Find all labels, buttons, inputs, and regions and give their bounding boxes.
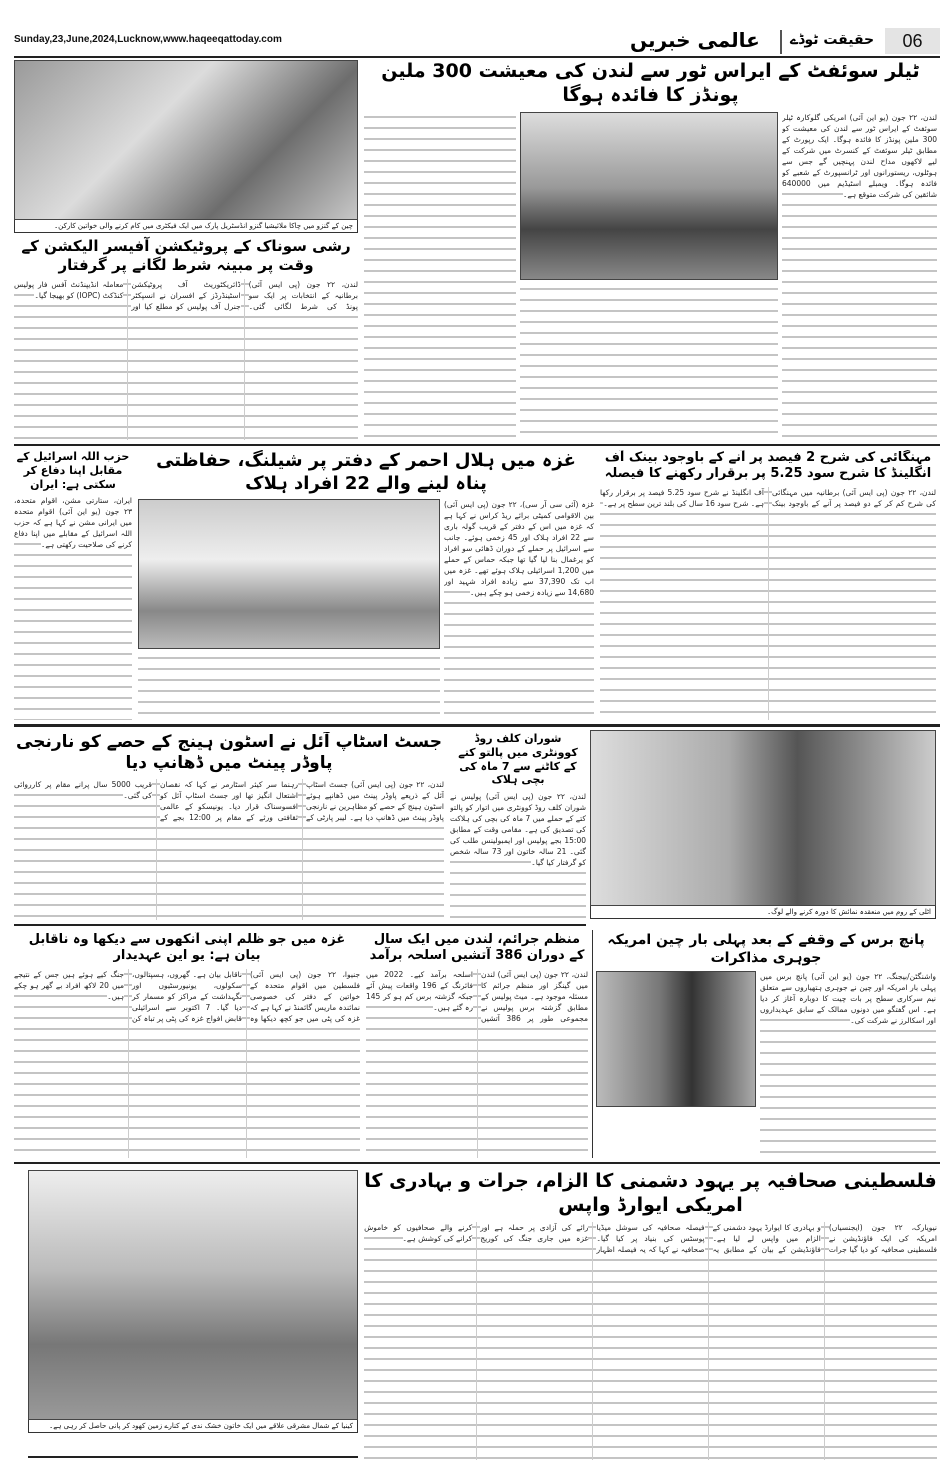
section-rule [14,924,586,926]
section-rule [14,444,940,446]
gaza-red-text-bottom [138,653,440,720]
gaza-red-text-right: غزہ (آئی سی آر سی)، ۲۲ جون (پی ایس آئی) بین الاقوامی کمیٹی برائے ریڈ کراس نے کہا ہے کہ غزہ میں اس کے دفتر کے قریب گولہ باری سے 22 افراد ہلاک اور 45 زخمی ہوئے۔ جانب سے اسرائیل پر حملے کے دوران ڈھائی سو افراد کو یرغمال بنا لیا گیا تھا جبکہ حماس کے حملے میں 1,200 اسرائیلی ہلاک ہوئے تھے۔ غزہ میں اب تک 37,390 سے زیادہ افراد شہید اور 14,680 سے زیادہ زخمی ہو چکے ہیں۔ [444,499,594,720]
headline-gaza-red-crescent: غزہ میں ہلال احمر کے دفتر پر شیلنگ، حفاظتی پناہ لینے والے 22 افراد ہلاک [156,450,576,494]
shoran-article [450,732,586,920]
london-crime-text: لندن، ۲۲ جون (پی ایس آئی) لندن میں گینگز اور منظم جرائم کا مسئلہ موجود ہے۔ میٹ پولیس کے مطابق گزشتہ برس پولیس نے مجموعی طور پر 386 آتشیں اسلحہ برآمد کیے۔ 2022 میں فائرنگ کے 196 واقعات پیش آئے جبکہ گزشتہ برس کم ہو کر 145 رہ گئے ہیں۔ [366,969,588,1159]
headline-coventry-dog: شوران کلف روڈ کوونٹری میں پالتو کتے کے کاٹنے سے 7 ماہ کی بچی ہلاک [458,732,578,787]
gaza-red-photo-column [138,499,440,720]
gaza-un-article [14,932,360,1158]
gaza-un-text: جنیوا، ۲۲ جون (پی ایس آئی) فلسطین میں اقوام متحدہ کے خواتین کے دفتر کی خصوصی نمائندہ ماریس گائمنڈ نے کہا ہے کہ غزہ کی پٹی میں جو کچھ دیکھا وہ ناقابل بیان ہے۔ گھروں، ہسپتالوں، سکولوں، یونیورسٹیوں اور نگہداشت کے مراکز کو مسمار کر دیا گیا۔ 7 اکتوبر سے اسرائیلی قابض افواج غزہ کی پٹی پر تباہ کن جنگ کیے ہوئے ہیں جس کے نتیجے میں 20 لاکھ افراد بے گھر ہو چکے ہیں۔ [14,969,360,1159]
boe-article [600,450,936,720]
dateline: Sunday,23,June,2024,Lucknow,www.haqeeqattoday.com [14,34,282,45]
headline-swift: ٹیلر سوئفٹ کے ایراس ٹور سے لندن کی معیشت 300 ملین پونڈز کا فائدہ ہوگا [381,60,920,106]
kenya-photo-block [28,1170,358,1450]
china-text-right: واشنگٹن/بیجنگ، ۲۲ جون (یو این آئی) پانچ برس میں پہلی بار امریکہ اور چین نے جوہری ہتھیاروں سے متعلق نیم سرکاری سطح پر بات چیت کا دوبارہ آغاز کر دیا ہے۔ اس گفتگو میں دونوں ممالک کے سابق عہدیداروں اور اسکالرز نے شرکت کی۔ [760,971,936,1156]
headline-palestinian-journalist: فلسطینی صحافیہ پر یہود دشمنی کا الزام، جرات و بہادری کا امریکی ایوارڈ واپس [364,1170,937,1216]
hezbollah-text: ایران، ستارتی مشن، اقوام متحدہ، ۲۳ جون (یو این آئی) اقوام متحدہ میں ایرانی مشن نے کہا ہے کہ حزب اللہ اسرائیل کے مقابلے میں اپنا دفاع کرنے کی صلاحیت رکھتی ہے۔ [14,495,132,720]
section-rule [14,1162,940,1164]
juststop-text: لندن، ۲۲ جون (پی ایس آئی) جسٹ اسٹاپ آئل کے ذریعے پاوڈر پینٹ میں ڈھانپے ہوئے اسٹون ہینج کے حصے کو مظاہرین نے نارنجی پاوڈر پینٹ میں ڈھانپ دیا ہے۔ لیبر پارٹی کے رہنما سر کیئر اسٹارمر نے کہا کہ نقصان اشتعال انگیز تھا اور جسٹ اسٹاپ آئل کو افسوسناک قرار دیا۔ یونیسکو کے عالمی ثقافتی ورثے کے مقام پر 12:00 بجے کے قریب 5000 سال پرانے مقام پر کارروائی کی گئی۔ [14,779,444,921]
headline-china-us: پانچ برس کے وقفے کے بعد پہلی بار چین امریکہ جوہری مذاکرات [607,932,925,966]
headline-london-crime: منظم جرائم، لندن میں ایک سال کے دوران 386 آتشیں اسلحہ برآمد [369,932,585,964]
palestine-article [364,1170,937,1460]
section-rule [14,724,940,727]
sunak-article [14,60,358,440]
london-crime-article [366,932,588,1158]
photo-caption: کینیا کے شمال مشرقی علاقے میں ایک خاتون خشک ندی کے کنارے زمین کھود کر پانی حاصل کر رہی ہے۔ [28,1420,358,1433]
red-cross-vehicle-photo [138,499,440,649]
headline-hezbollah: حزب اللہ اسرائیل کے مقابل اپنا دفاع کر سکتی ہے: ایران [16,450,130,491]
us-china-flags-photo [596,971,756,1107]
boe-text: لندن، ۲۲ جون (پی ایس آئی) برطانیہ میں مہنگائی کی شرح کم کر کے دو فیصد پر آنے کے باوجود بینک آف انگلینڈ نے شرح سود 5.25 فیصد پر برقرار رکھا ہے۔ شرح سود 16 سال کی بلند ترین سطح پر ہے۔ [600,487,936,721]
swift-text-right: لندن، ۲۲ جون (یو این آئی) امریکی گلوکارہ ٹیلر سوئفٹ کے ایراس ٹور سے لندن کی معیشت کو 300 ملین پونڈز کا فائدہ ہوگا۔ ایک رپورٹ کے مطابق ٹیلر سوئفٹ کے کنسرٹ میں شرکت کے لیے لاکھوں مداح لندن پہنچیں گے جس سے ہوٹلوں، ریستورانوں اور ٹرانسپورٹ کے شعبے کو فائدہ ہوگا۔ ویمبلے اسٹیڈیم میں 640000 شائقین کی شرکت متوقع ہے۔ [782,112,937,441]
divider [780,30,782,54]
photo-caption: چین کے گنزو میں چاکا ملائیشیا گنزو انڈسٹریل پارک میں ایک فیکٹری میں کام کرنے والی خواتین کارکن۔ [14,220,358,233]
headline-gaza-un: غزہ میں جو ظلم اپنی آنکھوں سے دیکھا وہ ناقابل بیان ہے: یو این عہدیدار [28,932,346,964]
swift-center-column [520,112,778,441]
masthead-logo: حقیقت ٹوڈے [790,32,875,48]
footer-rule [28,1456,358,1458]
factory-worker-photo [14,60,358,220]
palestine-text: نیویارک، ۲۲ جون (ایجنسیاں) امریکہ کی ایک فاؤنڈیشن نے فلسطینی صحافیہ کو دیا گیا جرات و بہادری کا ایوارڈ یہود دشمنی کے الزام میں واپس لے لیا ہے۔ فاؤنڈیشن کے بیان کے مطابق یہ فیصلہ صحافیہ کی سوشل میڈیا پوسٹس کی بنیاد پر کیا گیا۔ صحافیہ نے کہا کہ یہ فیصلہ اظہار رائے کی آزادی پر حملہ ہے اور غزہ میں جاری جنگ کی کوریج کرنے والے صحافیوں کو خاموش کرانے کی کوشش ہے۔ [364,1222,937,1461]
sunak-text: لندن، ۲۲ جون (پی ایس آئی) برطانیہ کے انتخابات پر ایک سو پونڈ کی شرط لگائی گئی۔ ڈائریکٹوریٹ آف پروٹیکشن اسٹینڈرڈز کے افسران نے انسپکٹر جنرل آف پولیس کو مطلع کیا اور معاملہ انڈیپنڈنٹ آفس فار پولیس کنڈکٹ (IOPC) کو بھیجا گیا۔ [14,279,358,441]
column-divider [592,930,593,1158]
headline-just-stop-oil: جسٹ اسٹاپ آئل نے اسٹون ہینج کے حصے کو نارنجی پاوڈر پینٹ میں ڈھانپ دیا [16,732,442,774]
swift-text-bottom [520,284,778,441]
swift-text-left [364,112,516,441]
header-rule [14,56,940,58]
china-article [596,932,936,1156]
rome-exhibition-photo [590,730,936,906]
gaza-red-article [138,450,594,720]
photo-caption: اٹلی کے روم میں منعقدہ نمائش کا دورہ کرنے والے لوگ۔ [590,906,936,919]
shoran-text: لندن، ۲۲ جون (پی ایس آئی) پولیس نے شوران کلف روڈ کوونٹری میں اتوار کو پالتو کتے کے حملے میں 7 ماہ کی بچی کی ہلاکت کی تصدیق کی ہے۔ مقامی وقت کے مطابق 15:00 بجے پولیس اور ایمبولینس طلب کی گئی۔ 21 سالہ خاتون اور 73 سالہ شخص کو گرفتار کیا گیا۔ [450,791,586,920]
rome-photo-block [590,730,936,926]
kenya-drought-photo [28,1170,358,1420]
concert-photo [520,112,778,280]
juststop-article [14,732,444,920]
swift-article [364,60,937,440]
section-title: عالمی خبریں [630,28,760,52]
headline-bank-of-england: مہنگائی کی شرح 2 فیصد پر آنے کے باوجود بینک آف انگلینڈ کا شرح سود 5.25 پر برقرار رکھنے کا فیصلہ [604,450,932,482]
headline-sunak: رشی سوناک کے پروٹیکشن آفیسر الیکشن کے وقت پر مبینہ شرط لگانے پر گرفتار [21,237,351,274]
page-number: 06 [885,28,940,54]
hezbollah-article [14,450,132,720]
